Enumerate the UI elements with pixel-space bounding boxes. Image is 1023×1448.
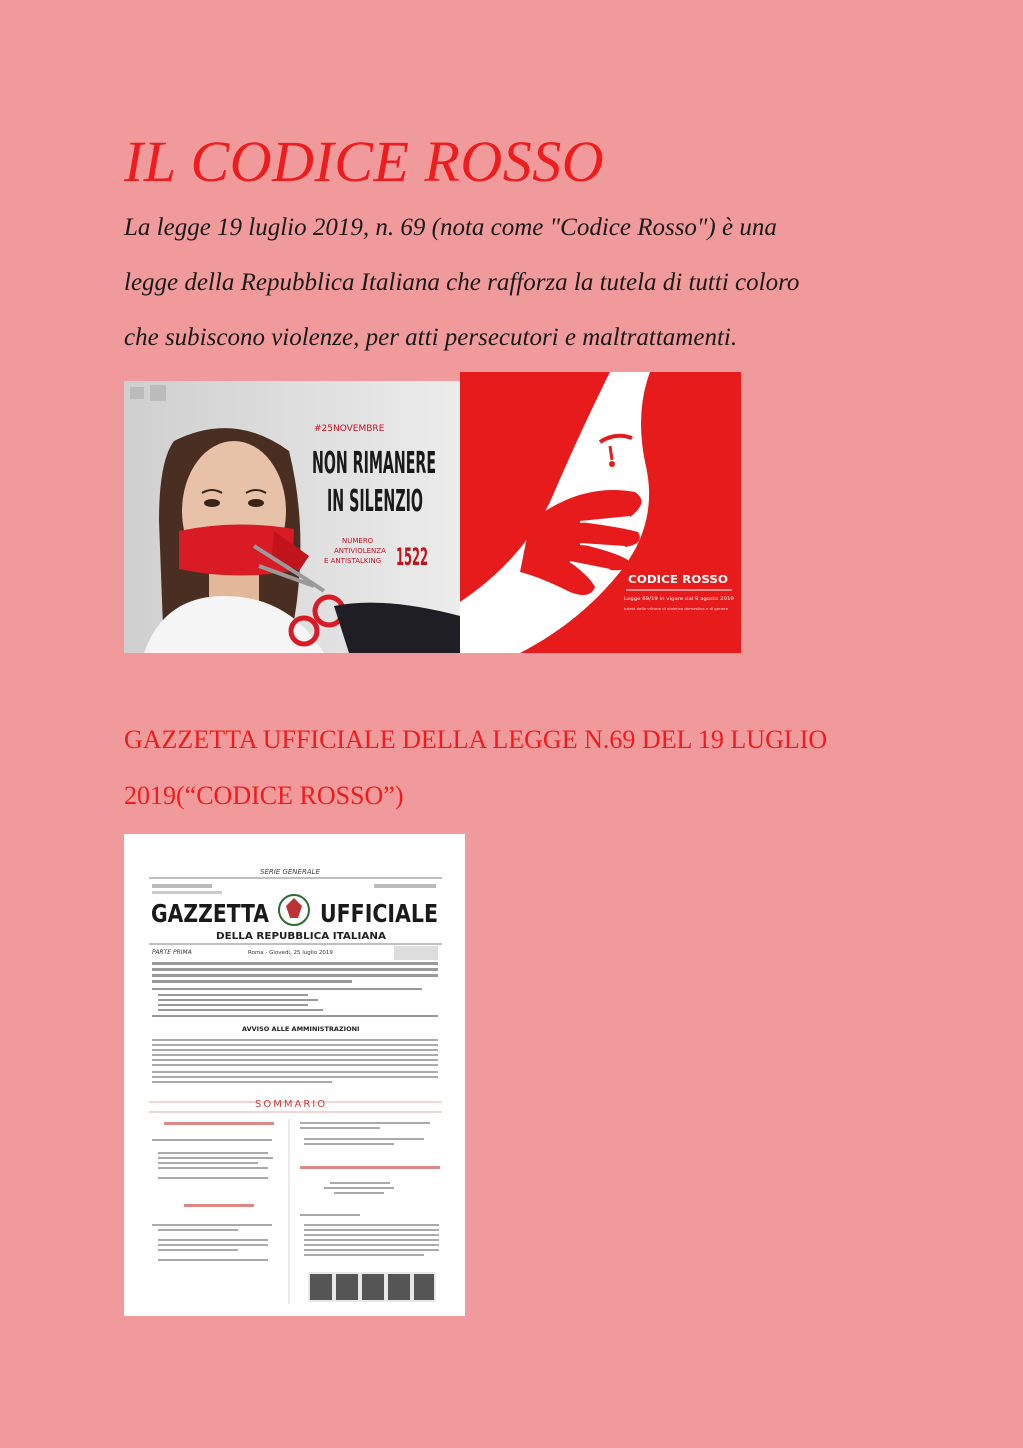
intro-paragraph — [124, 200, 904, 365]
poster-number-label-2: ANTIVIOLENZA — [334, 547, 386, 555]
campaign-poster-image — [124, 381, 460, 653]
gazzetta-parte: PARTE PRIMA — [152, 949, 192, 956]
gazzetta-heading — [124, 712, 924, 824]
intro-line-2: legge della Repubblica Italiana che rafforza la tutela di tutti coloro — [124, 269, 800, 296]
poster-number-label-3: E ANTISTALKING — [324, 557, 382, 565]
gazzetta-notice: AVVISO ALLE AMMINISTRAZIONI — [242, 1025, 360, 1033]
gazzetta-masthead-right: UFFICIALE — [320, 899, 438, 928]
poster-headline-1: NON RIMANERE — [312, 446, 436, 481]
poster-hashtag: #25NOVEMBRE — [314, 424, 385, 434]
gazzetta-heading-line-1: GAZZETTA UFFICIALE DELLA LEGGE N.69 DEL 19 LUGLIO — [124, 725, 828, 754]
gazzetta-ufficiale-image — [124, 834, 465, 1316]
intro-line-1: La legge 19 luglio 2019, n. 69 (nota come "Codice Rosso") è una — [124, 214, 777, 241]
codice-rosso-graphic — [460, 372, 741, 653]
gazzetta-heading-line-2: 2019(“CODICE ROSSO”) — [124, 781, 404, 810]
poster-number-label-1: NUMERO — [342, 537, 374, 545]
page-title: IL CODICE ROSSO — [124, 129, 605, 194]
gazzetta-sommario: SOMMARIO — [255, 1099, 328, 1110]
intro-line-3: che subiscono violenze, per atti persecutori e maltrattamenti. — [124, 324, 738, 351]
gazzetta-subtitle: DELLA REPUBBLICA ITALIANA — [216, 931, 387, 942]
gazzetta-masthead-left: GAZZETTA — [151, 899, 270, 928]
gazzetta-date: Roma - Giovedì, 25 luglio 2019 — [248, 950, 333, 956]
poster-headline-2: IN SILENZIO — [327, 484, 423, 519]
gazzetta-series: SERIE GENERALE — [260, 868, 320, 876]
poster-number: 1522 — [396, 543, 428, 571]
codice-rosso-label: CODICE ROSSO — [628, 573, 728, 586]
codice-rosso-subtitle: Legge 69/19 in vigore dal 9 agosto 2019 — [624, 597, 716, 602]
codice-rosso-caption: tutela delle vittime di violenza domestica e di genere — [624, 607, 728, 611]
